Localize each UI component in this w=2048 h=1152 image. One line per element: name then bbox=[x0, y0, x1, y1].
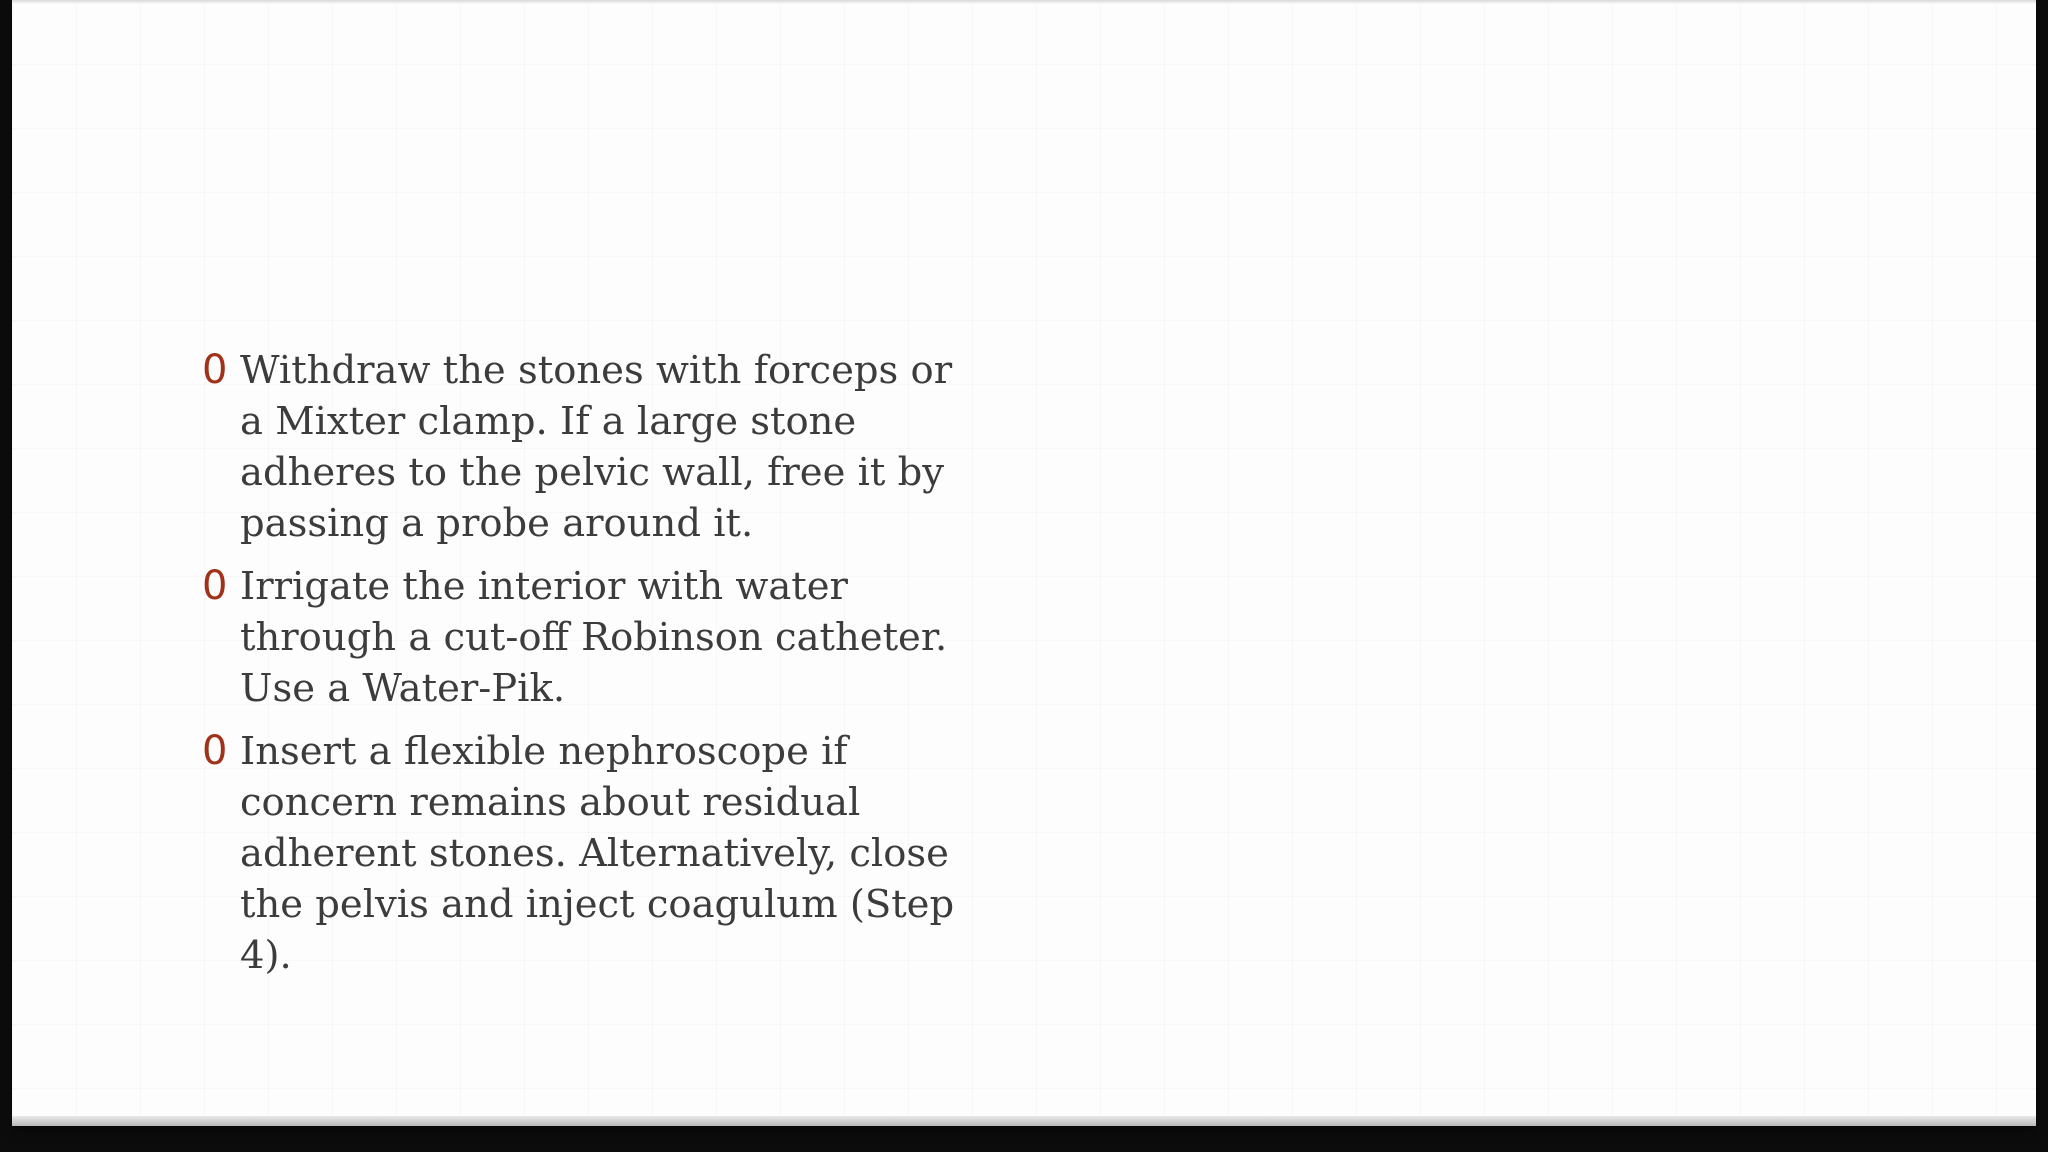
text-line: 4). bbox=[240, 933, 292, 978]
bullet-list bbox=[202, 345, 1002, 993]
slide bbox=[12, 0, 2036, 1126]
bullet-marker: 0 bbox=[202, 563, 228, 609]
text-line: adherent stones. Alternatively, close bbox=[240, 831, 949, 876]
text-line: Use a Water-Pik. bbox=[240, 666, 566, 711]
text-line: concern remains about residual bbox=[240, 780, 861, 825]
bullet-text bbox=[240, 345, 1002, 549]
text-line: through a cut-off Robinson catheter. bbox=[240, 615, 948, 660]
text-line: Irrigate the interior with water bbox=[240, 564, 848, 609]
bullet-text bbox=[240, 561, 1002, 714]
text-line: passing a probe around it. bbox=[240, 501, 754, 546]
text-line: adheres to the pelvic wall, free it by bbox=[240, 450, 945, 495]
bullet-item bbox=[202, 726, 1002, 981]
bullet-marker: 0 bbox=[202, 728, 228, 774]
text-line: a Mixter clamp. If a large stone bbox=[240, 399, 857, 444]
text-line: Withdraw the stones with forceps or bbox=[240, 348, 953, 393]
bullet-marker: 0 bbox=[202, 347, 228, 393]
bullet-text bbox=[240, 726, 1002, 981]
text-line: Insert a flexible nephroscope if bbox=[240, 729, 848, 774]
text-line: the pelvis and inject coagulum (Step bbox=[240, 882, 955, 927]
bullet-item bbox=[202, 561, 1002, 714]
bullet-item bbox=[202, 345, 1002, 549]
